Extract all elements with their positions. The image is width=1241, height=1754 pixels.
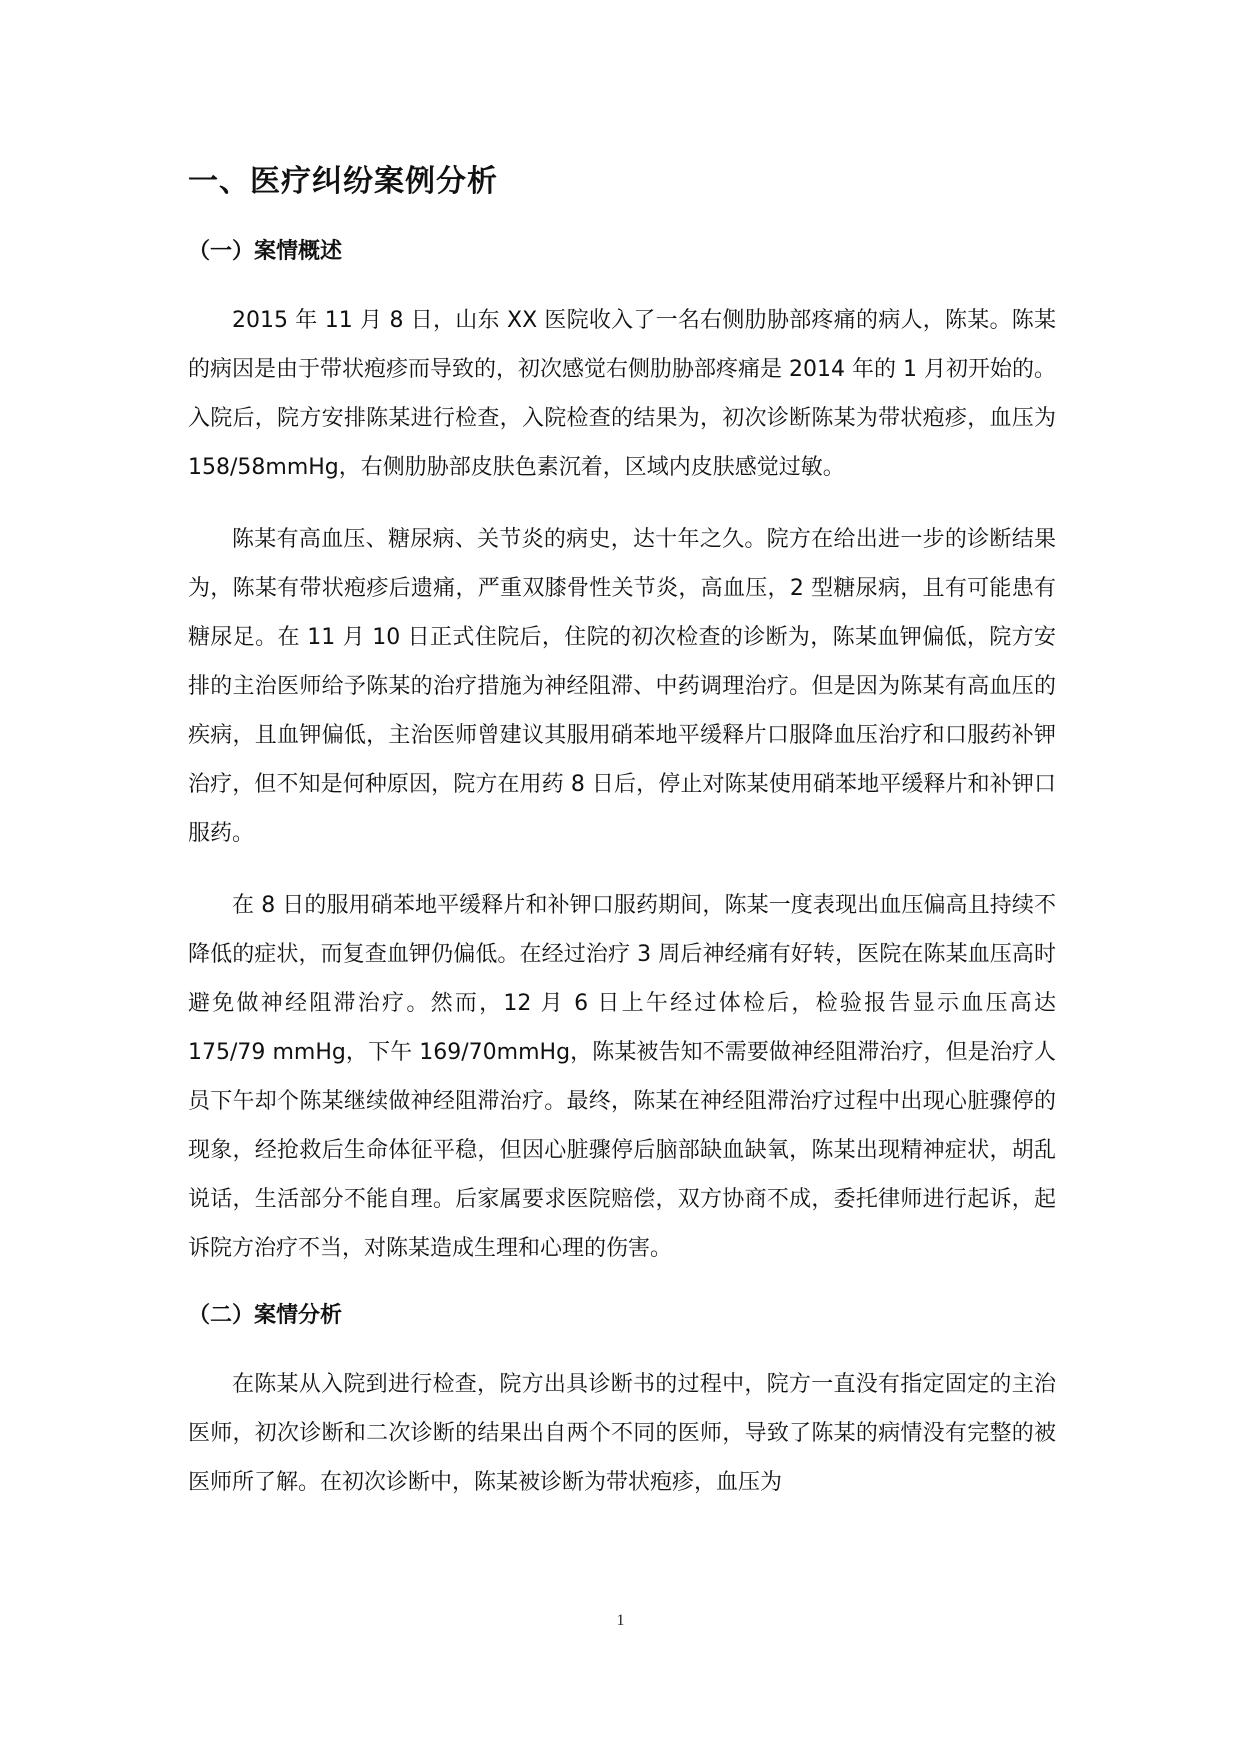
section-analysis — [188, 1296, 1056, 1507]
document-title: 一、医疗纠纷案例分析 — [188, 164, 498, 199]
document-body — [188, 160, 1056, 1530]
page-number: 1 — [616, 1612, 625, 1629]
section-overview — [188, 232, 1056, 1273]
paragraph: 陈某有高血压、糖尿病、关节炎的病史，达十年之久。院方在给出进一步的诊断结果为，陈某有带状疱疹后遗痛，严重双膝骨性关节炎，高血压，2 型糖尿病，且有可能患有糖尿足。在 11 月 10 日正式住院后，住院的初次检查的诊断为，陈某血钾偏低，院方安排的主治医师给予陈某的治疗措施为神经阻滞、中药调理治疗。但是因为陈某有高血压的疾病，且血钾偏低，主治医师曾建议其服用硝苯地平缓释片口服降血压治疗和口服药补钾治疗，但不知是何种原因，院方在用药 8 日后，停止对陈某使用硝苯地平缓释片和补钾口服药。 — [188, 527, 1056, 846]
paragraph: 在陈某从入院到进行检查，院方出具诊断书的过程中，院方一直没有指定固定的主治医师，初次诊断和二次诊断的结果出自两个不同的医师，导致了陈某的病情没有完整的被医师所了解。在初次诊断中，陈某被诊断为带状疱疹，血压为 — [188, 1372, 1056, 1495]
section-heading: （一）案情概述 — [188, 239, 343, 264]
paragraph: 2015 年 11 月 8 日，山东 XX 医院收入了一名右侧肋胁部疼痛的病人，陈某。陈某的病因是由于带状疱疹而导致的，初次感觉右侧肋胁部疼痛是 2014 年的 1 月初开始的。入院后，院方安排陈某进行检查，入院检查的结果为，初次诊断陈某为带状疱疹，血压为 158/58mmHg，右侧肋胁部皮肤色素沉着，区域内皮肤感觉过敏。 — [188, 308, 1056, 480]
paragraph: 在 8 日的服用硝苯地平缓释片和补钾口服药期间，陈某一度表现出血压偏高且持续不降低的症状，而复查血钾仍偏低。在经过治疗 3 周后神经痛有好转，医院在陈某血压高时避免做神经阻滞治疗。然而，12 月 6 日上午经过体检后，检验报告显示血压高达 175/79 mmHg，下午 169/70mmHg，陈某被告知不需要做神经阻滞治疗，但是治疗人员下午却个陈某继续做神经阻滞治疗。最终，陈某在神经阻滞治疗过程中出现心脏骤停的现象，经抢救后生命体征平稳，但因心脏骤停后脑部缺血缺氧，陈某出现精神症状，胡乱说话，生活部分不能自理。后家属要求医院赔偿，双方协商不成，委托律师进行起诉，起诉院方治疗不当，对陈某造成生理和心理的伤害。 — [188, 893, 1056, 1261]
section-heading: （二）案情分析 — [188, 1303, 343, 1328]
